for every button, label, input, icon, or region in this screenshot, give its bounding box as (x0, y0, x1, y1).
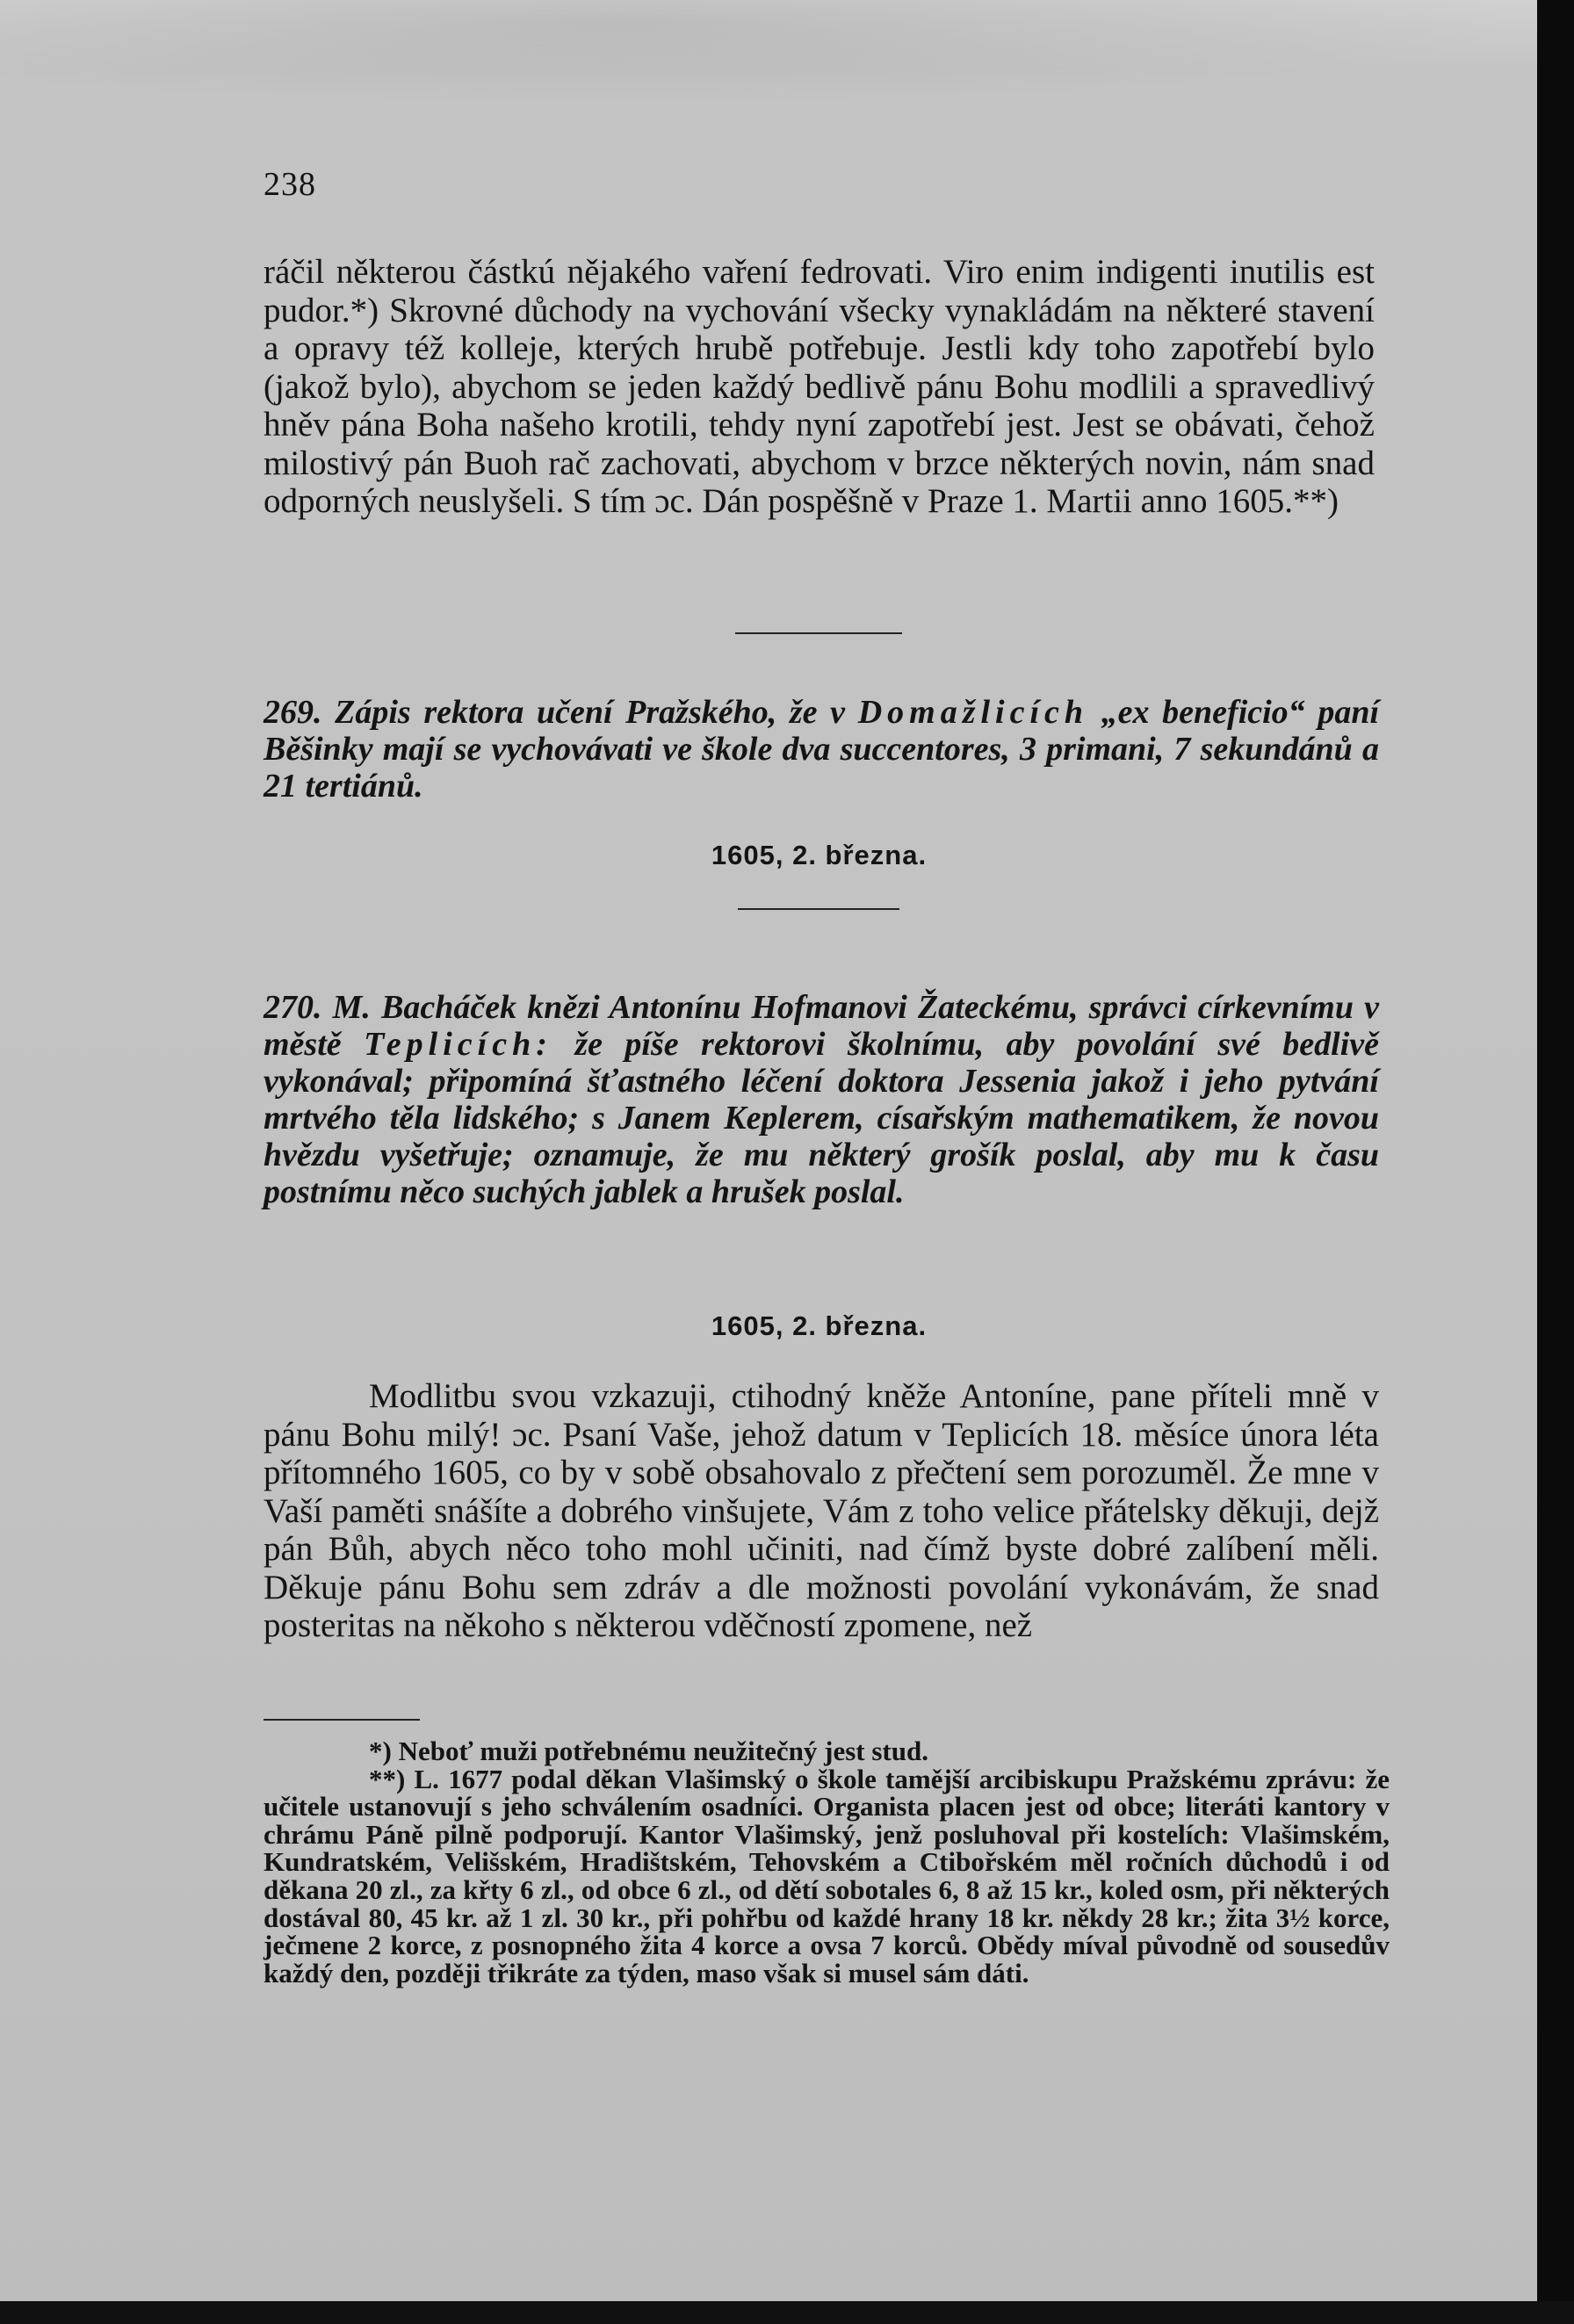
footnote-2: **) L. 1677 podal děkan Vlašimský o škole tamější arcibiskupu Pražskému zprávu: že učitele ustanovují s jeho schválením osadníci. Organista placen jest od obce; literáti kantory v chrámu Páně pilně podporují. Kantor Vlašimský, jenž posluhoval při kostelích: Vlašimském, Kundratském, Velišském, Hradištském, Tehovském a Ctibořském měl ročních důchodů i od děkana 20 zl., za křty 6 zl., od obce 6 zl., od dětí sobotales 6, 8 až 15 kr., koled osm, při některých dostával 80, 45 kr. až 1 zl. 30 kr., při pohřbu od každé hrany 18 kr. někdy 28 kr.; žita 3½ korce, ječmene 2 korce, z posnopného žita 4 korce a ovsa 7 korců. Obědy míval původně od sousedův každý den, později třikráte za týden, maso však si musel sám dáti. (264, 1763, 1390, 1988)
entry-number: 269. (264, 694, 322, 731)
entry-270-summary (264, 989, 1379, 1210)
scan-border-right (1537, 0, 1574, 2324)
footnotes (264, 1737, 1390, 1987)
footnote-1: *) Neboť muži potřebnému neužitečný jest stud. (369, 1736, 928, 1766)
entry-269-date: 1605, 2. března. (711, 840, 928, 870)
section-divider (735, 632, 902, 634)
place-name: Teplicích: (364, 1026, 552, 1063)
letter-268-continuation: ráčil některou částkú nějakého vaření fedrovati. Viro enim indigenti inutilis est pudor.*) Skrovné důchody na vychování všecky vynakládám na některé stavení a opravy též kolleje, kterých hrubě potřebuje. Jestli kdy toho zapotřebí bylo (jakož bylo), abychom se jeden každý bedlivě pánu Bohu modlili a spravedlivý hněv pána Boha našeho krotili, tehdy nyní zapotřebí jest. Jest se obávati, čehož milostivý pán Buoh rač zachovati, abychom v brzce některých novin, nám snad odporných neuslyšeli. S tím ɔc. Dán pospěšně v Praze 1. Martii anno 1605.**) (264, 253, 1375, 520)
entry-summary-text: M. Bacháček knězi Antonínu Hofmanovi Žateckému, správci církevnímu v městě (264, 989, 1379, 1063)
place-name: Domažlicích (857, 694, 1089, 731)
footnote-divider (264, 1719, 420, 1721)
section-divider (738, 908, 899, 910)
letter-270-body: Modlitbu svou vzkazuji, ctihodný kněže Antoníne, pane příteli mně v pánu Bohu milý! ɔc. Psaní Vaše, jehož datum v Teplicích 18. měsíce února léta přítomného 1605, co by v sobě obsahovalo z přečtení sem porozuměl. Že mne v Vaší paměti snášíte a dobrého vinšujete, Vám z toho velice přátelsky děkuji, dejž pán Bůh, abych něco toho mohl učiniti, nad čímž byste dobré zalíbení měli. Děkuje pánu Bohu sem zdráv a dle možnosti povolání vykonávám, že snad posteritas na někoho s některou vděčností zpomene, než (264, 1377, 1379, 1644)
scan-border-bottom (0, 2301, 1574, 2324)
entry-summary-text: že píše rektorovi školnímu, aby povolání své bedlivě vykonával; připomíná šťastného léčení doktora Jessenia jakož i jeho pytvání mrtvého těla lidského; s Janem Keplerem, císařským mathematikem, že novou hvězdu vyšetřuje; oznamuje, že mu některý grošík poslal, aby mu k času postnímu něco suchých jablek a hrušek poslal. (264, 1026, 1380, 1210)
entry-summary-text: Zápis rektora učení Pražského, že v (335, 694, 846, 731)
entry-summary-text: „ex beneficio“ paní Běšinky mají se vychovávati ve škole dva succentores, 3 primani, 7 sekundánů a 21 tertiánů. (264, 694, 1380, 805)
entry-270-date: 1605, 2. března. (711, 1310, 928, 1341)
book-page (264, 0, 1388, 2284)
page-number: 238 (264, 166, 316, 203)
entry-269-summary (264, 694, 1379, 805)
entry-number: 270. (264, 989, 322, 1026)
